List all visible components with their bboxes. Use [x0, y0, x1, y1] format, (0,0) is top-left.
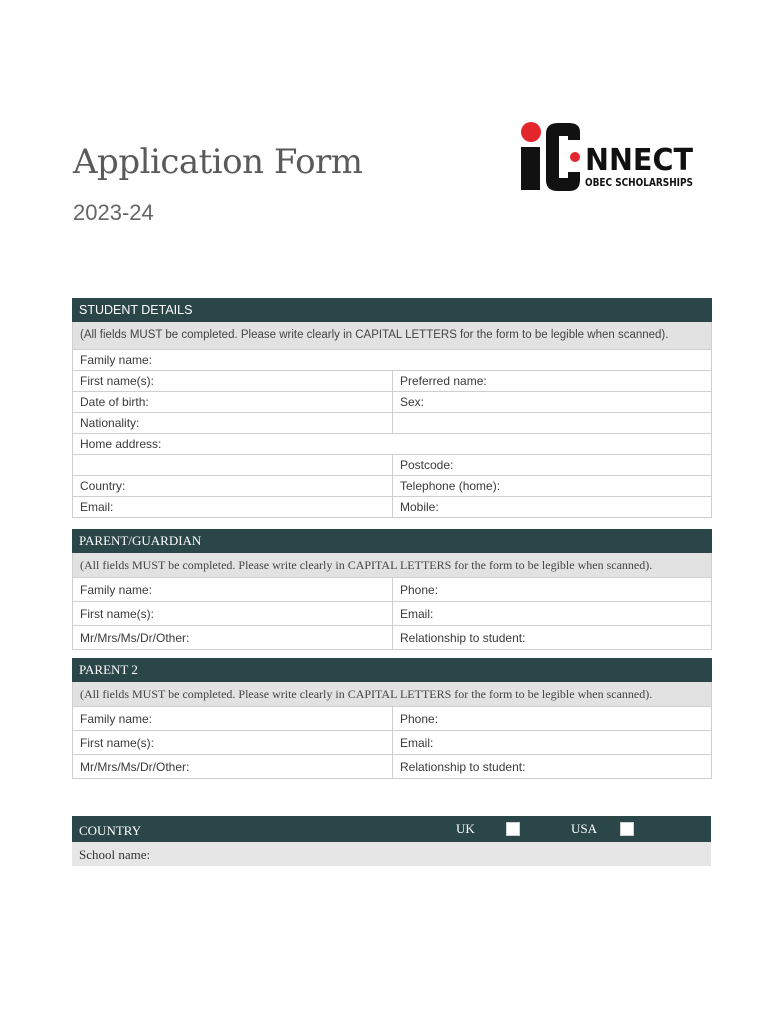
parent2-section: [72, 658, 712, 779]
parent1-email-field[interactable]: Email:: [400, 606, 434, 621]
section-header: PARENT 2: [72, 658, 712, 682]
country-label: COUNTRY: [79, 823, 142, 838]
student-country-field[interactable]: Country:: [73, 476, 393, 496]
student-nationality-field[interactable]: Nationality:: [73, 413, 393, 433]
student-first-names-field[interactable]: First name(s):: [73, 371, 393, 391]
parent1-phone-field[interactable]: Phone:: [400, 582, 439, 597]
page-title: Application Form: [73, 142, 363, 182]
student-preferred-name-field[interactable]: Preferred name:: [400, 374, 487, 388]
parent2-email-field[interactable]: Email:: [400, 735, 434, 750]
usa-option: [571, 821, 634, 837]
empty-cell: [393, 413, 711, 433]
logo-subtitle: OBEC SCHOLARSHIPS: [585, 176, 694, 189]
student-details-section: [72, 298, 712, 518]
parent2-phone-field[interactable]: Phone:: [400, 711, 439, 726]
address-line-field[interactable]: [73, 455, 393, 475]
section-note: (All fields MUST be completed. Please write clearly in CAPITAL LETTERS for the form to be legible when scanned).: [72, 682, 712, 707]
parent1-first-names-field[interactable]: First name(s):: [73, 602, 393, 625]
student-sex-field[interactable]: Sex:: [400, 395, 425, 409]
school-name-field[interactable]: [72, 842, 711, 866]
section-note: (All fields MUST be completed. Please write clearly in CAPITAL LETTERS for the form to be legible when scanned).: [72, 322, 712, 350]
usa-checkbox[interactable]: [620, 822, 634, 836]
student-email-field[interactable]: Email:: [73, 497, 393, 517]
uk-option: [456, 821, 520, 837]
iconnect-logo: [518, 120, 698, 195]
parent2-title-field[interactable]: Mr/Mrs/Ms/Dr/Other:: [73, 755, 393, 778]
uk-checkbox[interactable]: [506, 822, 520, 836]
uk-label: UK: [456, 821, 475, 836]
parent1-relationship-field[interactable]: Relationship to student:: [400, 630, 526, 645]
school-name-label: School name:: [79, 847, 151, 862]
student-telephone-field[interactable]: Telephone (home):: [400, 479, 501, 493]
section-note: (All fields MUST be completed. Please write clearly in CAPITAL LETTERS for the form to be legible when scanned).: [72, 553, 712, 578]
parent2-relationship-field[interactable]: Relationship to student:: [400, 759, 526, 774]
student-family-name-field[interactable]: Family name:: [80, 353, 153, 367]
parent1-family-name-field[interactable]: Family name:: [73, 578, 393, 601]
section-header: PARENT/GUARDIAN: [72, 529, 712, 553]
form-year: 2023-24: [73, 200, 154, 225]
usa-label: USA: [571, 821, 598, 836]
parent2-first-names-field[interactable]: First name(s):: [73, 731, 393, 754]
student-mobile-field[interactable]: Mobile:: [400, 500, 439, 514]
section-header: STUDENT DETAILS: [72, 298, 712, 322]
parent1-title-field[interactable]: Mr/Mrs/Ms/Dr/Other:: [73, 626, 393, 649]
country-section-header: [72, 816, 711, 842]
logo-text: NNECT: [585, 143, 694, 178]
student-postcode-field[interactable]: Postcode:: [400, 458, 454, 472]
student-home-address-field[interactable]: Home address:: [80, 437, 162, 451]
student-dob-field[interactable]: Date of birth:: [73, 392, 393, 412]
parent2-family-name-field[interactable]: Family name:: [73, 707, 393, 730]
parent-guardian-section: [72, 529, 712, 650]
